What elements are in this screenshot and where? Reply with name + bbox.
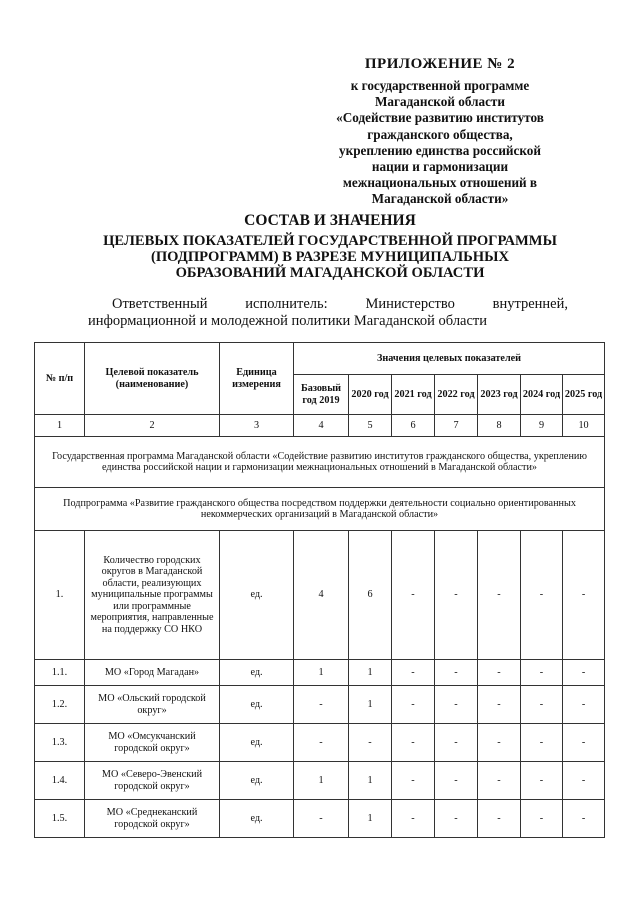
row-unit: ед. xyxy=(220,800,294,838)
row-value: - xyxy=(478,686,521,724)
row-value: - xyxy=(478,724,521,762)
row-unit: ед. xyxy=(220,686,294,724)
column-numbers-row xyxy=(35,415,605,437)
header-num: № п/п xyxy=(35,343,85,415)
document-subtitle xyxy=(60,233,600,281)
row-value: - xyxy=(521,800,563,838)
row-number: 1. xyxy=(35,531,85,660)
header-values-group: Значения целевых показателей xyxy=(294,343,605,375)
row-value: - xyxy=(521,762,563,800)
header-indicator: Целевой показатель (наименование) xyxy=(85,343,220,415)
column-number: 7 xyxy=(435,415,478,437)
row-value: - xyxy=(392,800,435,838)
row-indicator: МО «Омсукчанский городской округ» xyxy=(85,724,220,762)
row-number: 1.1. xyxy=(35,660,85,686)
row-value: - xyxy=(563,724,605,762)
row-value: - xyxy=(392,531,435,660)
column-number: 1 xyxy=(35,415,85,437)
row-value: - xyxy=(294,724,349,762)
indicators-table xyxy=(34,342,605,838)
row-value: 1 xyxy=(294,660,349,686)
row-value: - xyxy=(294,686,349,724)
header-year: 2025 год xyxy=(563,375,605,415)
row-value: 1 xyxy=(349,686,392,724)
row-indicator: МО «Северо-Эвенский городской округ» xyxy=(85,762,220,800)
row-number: 1.4. xyxy=(35,762,85,800)
row-value: - xyxy=(435,531,478,660)
appendix-line: межнациональных отношений в xyxy=(342,175,538,191)
row-value: - xyxy=(392,660,435,686)
row-indicator: МО «Ольский городской округ» xyxy=(85,686,220,724)
header-base-year: Базовый год 2019 xyxy=(294,375,349,415)
row-unit: ед. xyxy=(220,724,294,762)
table-row xyxy=(35,762,605,800)
table-row xyxy=(35,531,605,660)
row-value: - xyxy=(478,531,521,660)
column-number: 9 xyxy=(521,415,563,437)
row-value: 1 xyxy=(349,762,392,800)
responsible-line: Ответственный исполнитель: Министерство внутренней, xyxy=(112,296,568,312)
responsible-executor xyxy=(88,296,568,330)
row-value: - xyxy=(435,800,478,838)
row-value: - xyxy=(521,724,563,762)
row-value: - xyxy=(521,531,563,660)
row-value: - xyxy=(478,762,521,800)
column-number: 8 xyxy=(478,415,521,437)
row-value: 1 xyxy=(349,800,392,838)
row-unit: ед. xyxy=(220,762,294,800)
appendix-line: гражданского общества, xyxy=(367,126,513,142)
appendix-subtitle xyxy=(300,78,580,208)
column-number: 2 xyxy=(85,415,220,437)
header-year: 2024 год xyxy=(521,375,563,415)
appendix-line: нации и гармонизации xyxy=(371,159,509,175)
table-row xyxy=(35,724,605,762)
title-line: ЦЕЛЕВЫХ ПОКАЗАТЕЛЕЙ ГОСУДАРСТВЕННОЙ ПРОГРАММЫ xyxy=(103,233,557,249)
column-number: 5 xyxy=(349,415,392,437)
column-number: 4 xyxy=(294,415,349,437)
row-value: 1 xyxy=(349,660,392,686)
table-row xyxy=(35,660,605,686)
row-value: - xyxy=(563,800,605,838)
header-row xyxy=(35,343,605,375)
header-year: 2020 год xyxy=(349,375,392,415)
title-line: ОБРАЗОВАНИЙ МАГАДАНСКОЙ ОБЛАСТИ xyxy=(175,265,485,281)
responsible-line: информационной и молодежной политики Магаданской области xyxy=(88,313,488,329)
row-indicator: МО «Среднеканский городской округ» xyxy=(85,800,220,838)
row-value: - xyxy=(392,686,435,724)
row-value: - xyxy=(435,762,478,800)
row-value: - xyxy=(435,724,478,762)
row-value: - xyxy=(563,660,605,686)
subprogram-row xyxy=(35,488,605,531)
document-title: СОСТАВ И ЗНАЧЕНИЯ xyxy=(244,212,416,229)
table-row xyxy=(35,686,605,724)
row-value: - xyxy=(563,762,605,800)
program-row xyxy=(35,437,605,488)
row-value: - xyxy=(392,724,435,762)
header-year: 2021 год xyxy=(392,375,435,415)
row-value: 1 xyxy=(294,762,349,800)
program-title: Государственная программа Магаданской области «Содействие развитию институтов гражданского общества, укреплению единства российской нации и гармонизации межнациональных отношений в Магаданской области» xyxy=(35,437,605,488)
row-value: - xyxy=(521,660,563,686)
row-number: 1.5. xyxy=(35,800,85,838)
row-value: 6 xyxy=(349,531,392,660)
title-line: (ПОДПРОГРАММ) В РАЗРЕЗЕ МУНИЦИПАЛЬНЫХ xyxy=(150,249,510,265)
header-year: 2022 год xyxy=(435,375,478,415)
row-value: - xyxy=(478,660,521,686)
column-number: 10 xyxy=(563,415,605,437)
row-value: - xyxy=(435,686,478,724)
row-number: 1.2. xyxy=(35,686,85,724)
row-value: 4 xyxy=(294,531,349,660)
row-value: - xyxy=(521,686,563,724)
appendix-line: Магаданской области xyxy=(374,94,506,110)
row-unit: ед. xyxy=(220,531,294,660)
header-year: 2023 год xyxy=(478,375,521,415)
appendix-line: «Содействие развитию институтов xyxy=(336,110,544,126)
row-value: - xyxy=(349,724,392,762)
row-value: - xyxy=(563,531,605,660)
appendix-line: Магаданской области» xyxy=(371,191,509,207)
row-indicator: МО «Город Магадан» xyxy=(85,660,220,686)
row-value: - xyxy=(478,800,521,838)
row-number: 1.3. xyxy=(35,724,85,762)
subprogram-title: Подпрограмма «Развитие гражданского общества посредством поддержки деятельности социально ориентированных некоммерческих организаций в Магаданской области» xyxy=(35,488,605,531)
appendix-line: к государственной программе xyxy=(350,78,530,93)
table-row xyxy=(35,800,605,838)
row-value: - xyxy=(294,800,349,838)
column-number: 3 xyxy=(220,415,294,437)
header-unit: Единица измерения xyxy=(220,343,294,415)
row-unit: ед. xyxy=(220,660,294,686)
appendix-line: укреплению единства российской xyxy=(339,142,541,158)
row-value: - xyxy=(392,762,435,800)
column-number: 6 xyxy=(392,415,435,437)
row-indicator: Количество городских округов в Магаданской области, реализующих муниципальные программы или программные мероприятия, направленные на поддержку СО НКО xyxy=(85,531,220,660)
row-value: - xyxy=(563,686,605,724)
row-value: - xyxy=(435,660,478,686)
appendix-title: ПРИЛОЖЕНИЕ № 2 xyxy=(364,56,516,72)
